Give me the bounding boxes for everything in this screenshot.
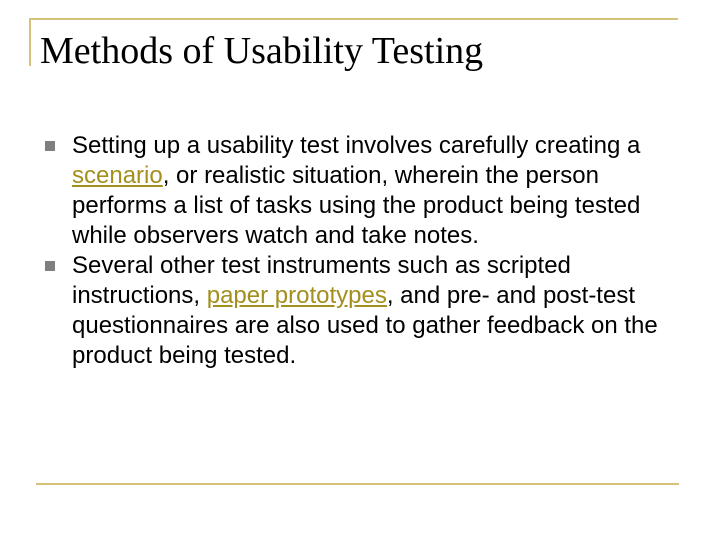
bullet-text: , or realistic situation, wherein the person performs a list of tasks using the product being tested while observers watch and take notes. (72, 162, 641, 249)
top-rule (29, 18, 678, 20)
bottom-rule (36, 483, 679, 485)
scenario-link[interactable]: scenario (72, 162, 163, 189)
bullet-text: Setting up a usability test involves carefully creating a (72, 132, 641, 159)
square-bullet-icon (45, 261, 55, 271)
bullet-text: , and pre- and post-test questionnaires are also used to gather feedback on the product being tested. (72, 282, 658, 369)
bullet-item (45, 131, 675, 251)
square-bullet-icon (45, 141, 55, 151)
left-accent-rule (29, 18, 31, 66)
slide-title: Methods of Usability Testing (40, 30, 484, 72)
paper-prototypes-link[interactable]: paper prototypes (206, 282, 387, 309)
bullet-list (45, 131, 675, 371)
bullet-item (45, 251, 675, 371)
bullet-text: Several other test instruments such as scripted instructions, (72, 252, 571, 309)
